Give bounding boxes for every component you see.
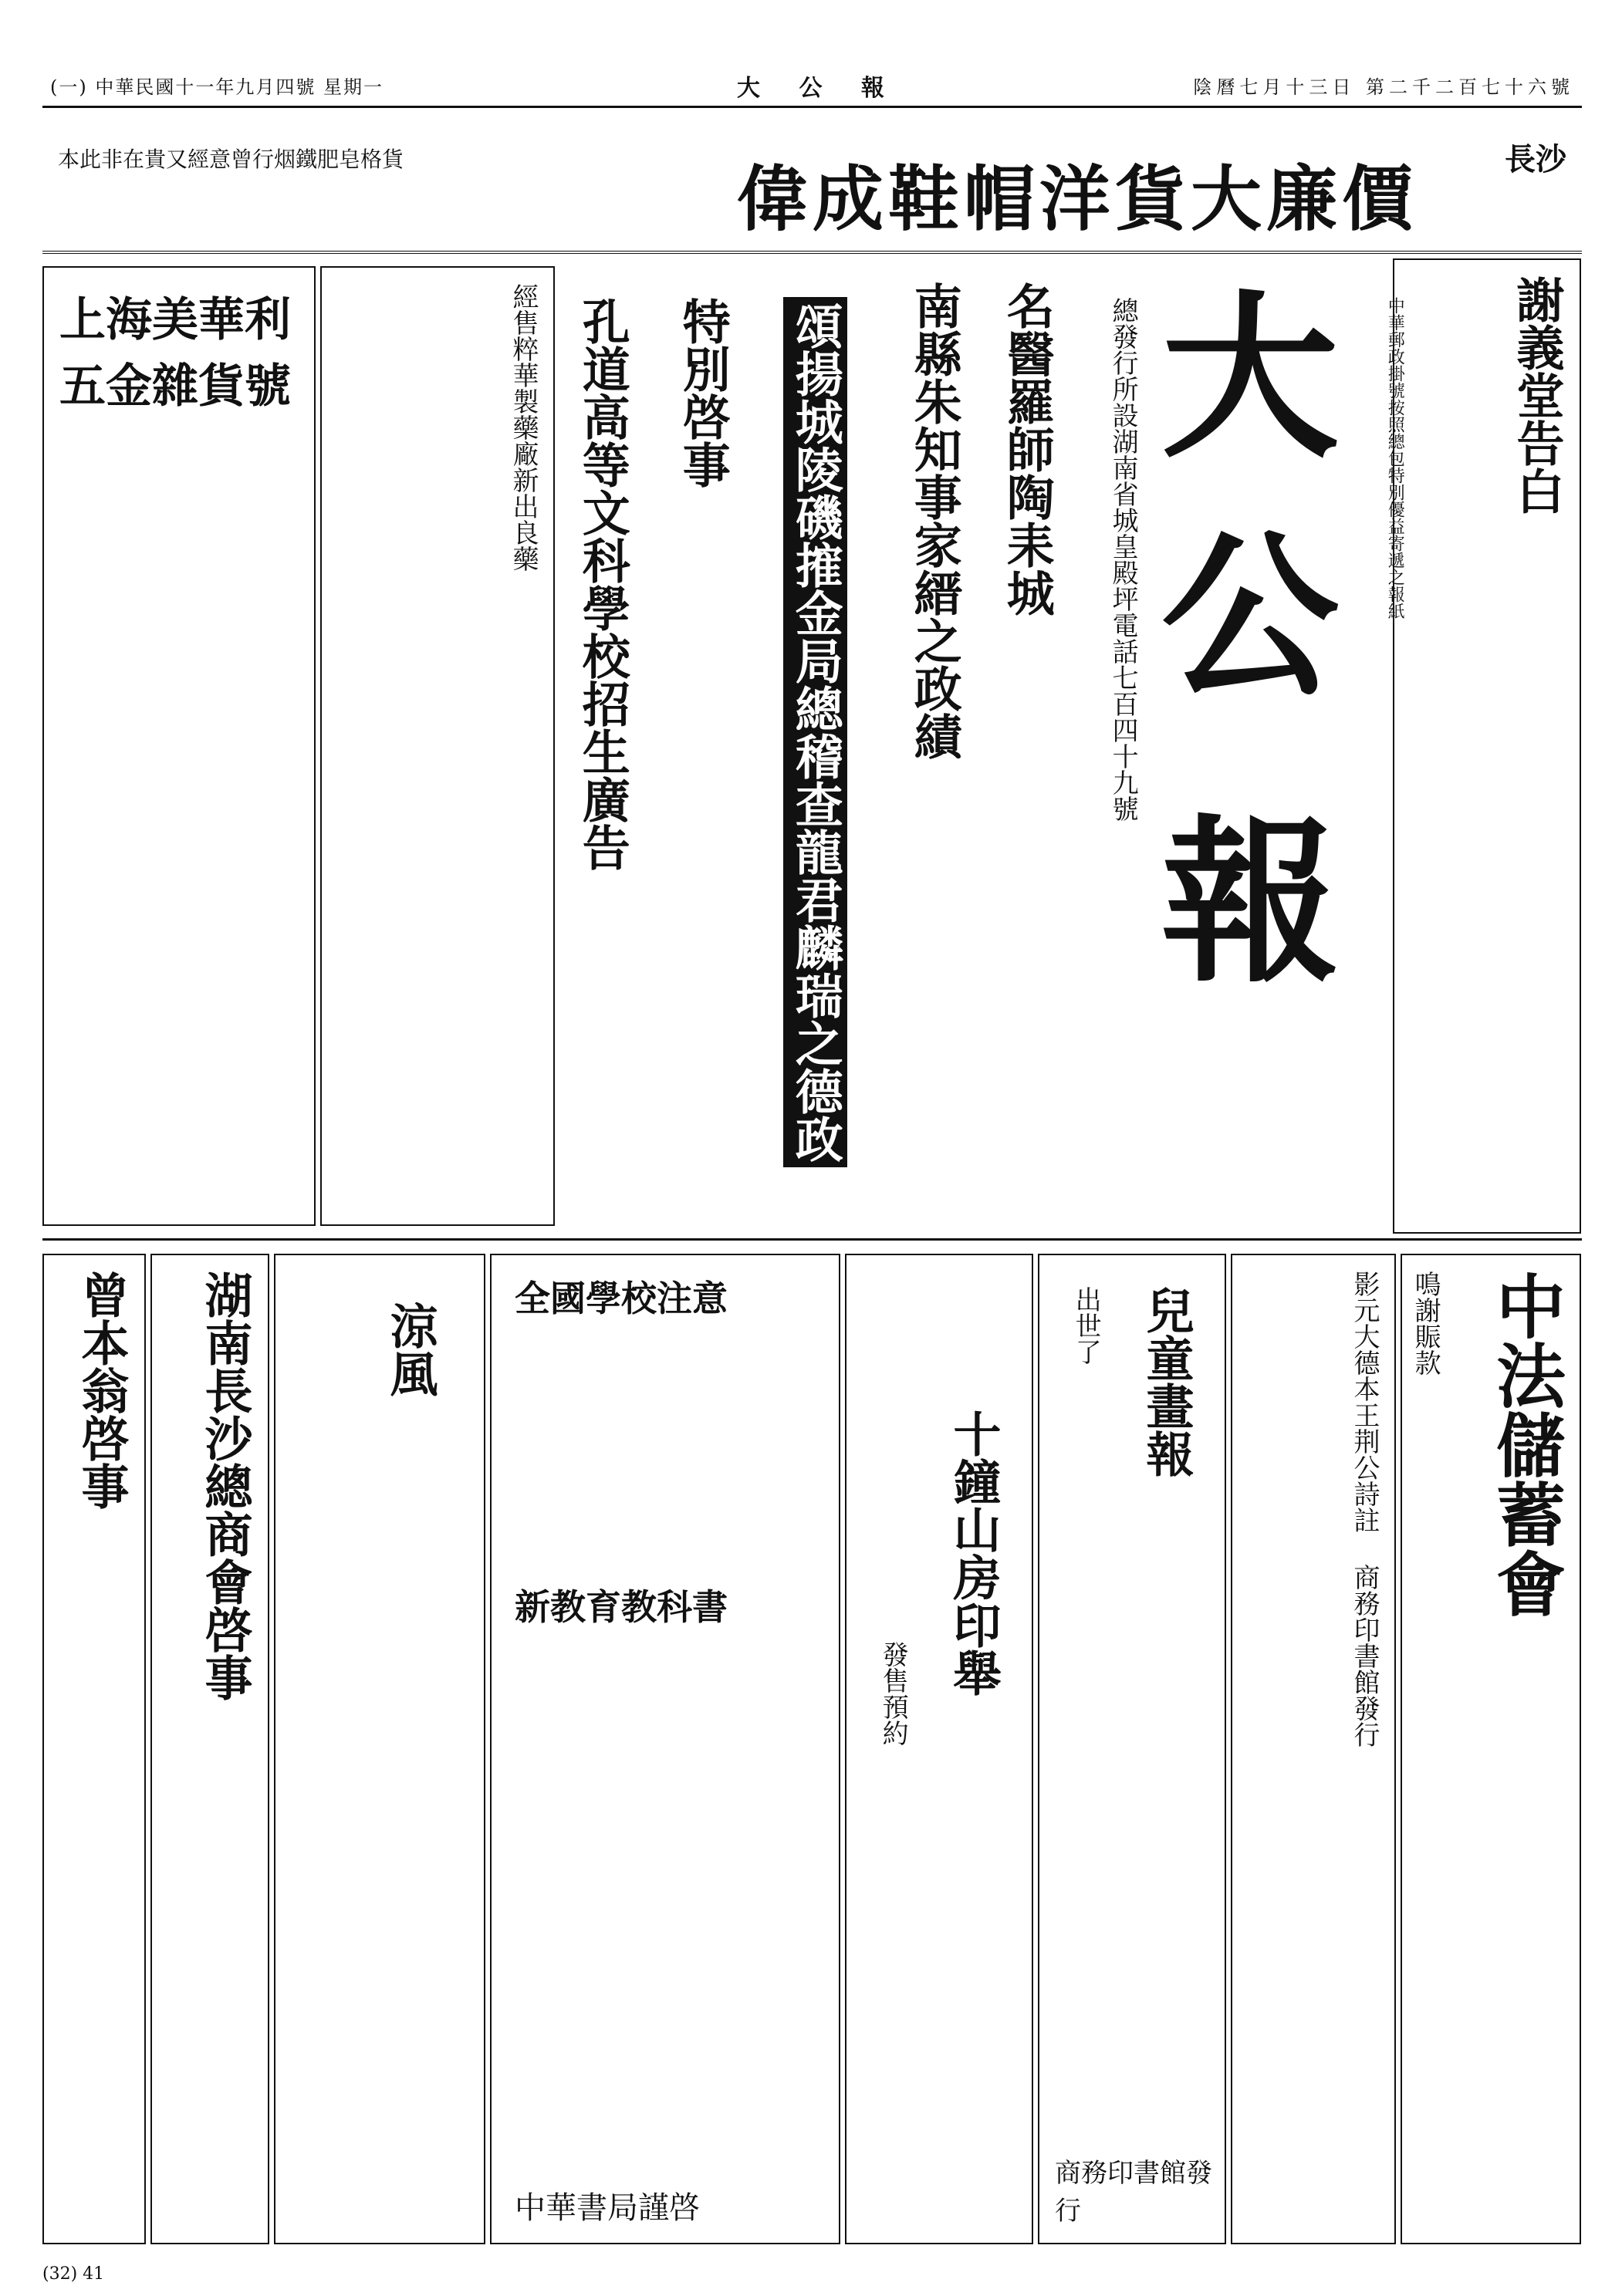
- ad-zhongfa-title: 中法儲蓄會: [1484, 1271, 1566, 1618]
- ad-box-hunan: [150, 1254, 269, 2244]
- issue-date: 陰曆七月十三日 第二千二百七十六號: [1193, 76, 1574, 98]
- masthead-char-3: 報: [1161, 799, 1340, 1007]
- ad-zengben-title: 曾本翁啓事: [73, 1271, 130, 1510]
- ad-box-zengben: [42, 1254, 146, 2244]
- ad-meihuali-title: 上海美華利五金雜貨號: [59, 293, 291, 414]
- banner-title: 偉成鞋帽洋貨大廉價: [737, 157, 1418, 241]
- masthead-postal: 中華郵政掛號按照總包特別優益寄遞之報紙: [1385, 297, 1405, 620]
- ad-box-ertong: [1038, 1254, 1226, 2244]
- ad-box-quanguo: [490, 1254, 840, 2244]
- masthead-char-1: 大: [1161, 274, 1340, 482]
- ad-box-liangfeng: [274, 1254, 485, 2244]
- newspaper-page: [42, 66, 1582, 2284]
- ad-ertong-sub: 出世了: [1070, 1286, 1102, 1365]
- ad-special-title: 特別啓事: [674, 297, 732, 488]
- issue-number: (一) 中華民國十一年九月四號 星期一: [50, 76, 384, 98]
- ad-xinjiaoyu-title: 新教育教科書: [515, 1586, 728, 1628]
- ad-cuihua-title: 經售粹華製藥廠新出良藥: [508, 283, 539, 572]
- ad-hunan-title: 湖南長沙總商會啓事: [197, 1271, 253, 1701]
- page-footer: [42, 2264, 104, 2284]
- banner-note: 本此非在貴又經意曾行烟鐵肥皂格貨: [58, 147, 404, 172]
- ad-jiadi-title: 鳴謝賑款: [1410, 1271, 1441, 1376]
- ad-shizhong-sub: 發售預約: [877, 1641, 909, 1746]
- footer-page-number: (32) 41: [42, 2264, 105, 2284]
- ad-box-shizhong: [845, 1254, 1033, 2244]
- ad-long-title: 頌揚城陵磯㩁金局總稽查龍君麟瑞之德政: [783, 297, 847, 1167]
- top-banner-ad: [42, 112, 1582, 254]
- ad-luo-title: 名醫羅師陶耒城: [999, 282, 1056, 616]
- ad-ertong-title: 兒童畫報: [1138, 1286, 1195, 1477]
- ad-box-cuihua: [320, 266, 555, 1226]
- paper-name: 大 公 報: [737, 75, 900, 102]
- masthead: [1146, 274, 1377, 1184]
- ad-kongdao-title: 孔道高等文科學校招生廣告: [574, 297, 631, 871]
- page-header: [42, 66, 1582, 108]
- masthead-address: 總發行所設湖南省城皇殿坪電話七百四十九號: [1107, 297, 1139, 822]
- ad-zhonghua-title: 中華書局謹啓: [515, 2190, 700, 2226]
- ad-box-meihuali: [42, 266, 316, 1226]
- ad-box-zhongfa: [1401, 1254, 1581, 2244]
- ad-shangwu-title: 影元大德本王荆公詩註 商務印書館發行: [1349, 1271, 1380, 1747]
- section-divider: [42, 1238, 1582, 1241]
- ad-box-shangwu: [1231, 1254, 1396, 2244]
- ad-zhu-title: 南縣朱知事家縉之政績: [906, 282, 963, 760]
- ad-box-xie: [1393, 258, 1581, 1234]
- ad-liangfeng-title: 涼風: [382, 1302, 438, 1397]
- masthead-char-2: 公: [1161, 513, 1340, 721]
- banner-location: 長沙: [1505, 141, 1566, 177]
- ad-quanguo-title: 全國學校注意: [515, 1278, 728, 1319]
- ad-ertong-publisher: 商務印書館發行: [1055, 2158, 1212, 2227]
- ad-shizhong-title: 十鐘山房印舉: [945, 1410, 1002, 1697]
- ad-xie-title: 謝義堂告白: [1509, 275, 1565, 515]
